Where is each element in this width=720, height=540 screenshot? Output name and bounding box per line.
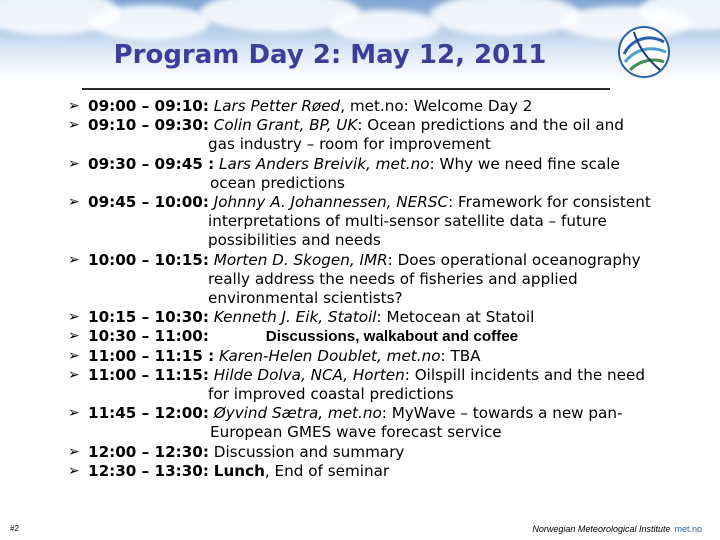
time-slot: 10:00 – 10:15:	[88, 250, 209, 269]
agenda-item	[68, 251, 708, 309]
topic-continuation: gas industry – room for improvement	[208, 135, 491, 154]
arrow-bullet-icon: ➢	[68, 328, 80, 345]
arrow-bullet-icon: ➢	[68, 443, 80, 460]
agenda-item	[68, 155, 708, 193]
agenda-item	[68, 97, 708, 116]
agenda-item	[68, 347, 708, 366]
topic-highlight: Lunch	[213, 461, 265, 480]
speaker: Kenneth J. Eik, Statoil	[213, 308, 377, 327]
agenda-item	[68, 193, 708, 251]
speaker: Karen-Helen Doublet, met.no	[219, 346, 441, 365]
time-slot: 11:00 – 11:15 :	[88, 346, 215, 365]
title-underline	[82, 88, 610, 90]
topic: Discussions, walkabout and coffee	[265, 328, 519, 346]
arrow-bullet-icon: ➢	[68, 155, 80, 172]
time-slot: 09:10 – 09:30:	[88, 116, 209, 135]
arrow-bullet-icon: ➢	[68, 405, 80, 422]
agenda-list	[68, 97, 708, 481]
topic-continuation: environmental scientists?	[208, 289, 403, 308]
topic: Discussion and summary	[213, 442, 405, 461]
arrow-bullet-icon: ➢	[68, 347, 80, 364]
topic: : Metocean at Statoil	[376, 308, 535, 327]
page-title: Program Day 2: May 12, 2011	[113, 40, 547, 70]
topic: , End of seminar	[264, 461, 390, 480]
speaker: Øyvind Sætra, met.no	[213, 404, 382, 423]
arrow-bullet-icon: ➢	[68, 98, 80, 114]
footer-institute: Norwegian Meteorological Institute	[532, 524, 671, 534]
time-slot: 10:15 – 10:30:	[88, 308, 209, 327]
topic-continuation: ocean predictions	[210, 173, 345, 192]
topic-continuation: possibilities and needs	[208, 231, 381, 250]
time-slot: 09:30 – 09:45 :	[88, 154, 215, 173]
topic: : Ocean predictions and the oil and	[357, 116, 624, 135]
speaker: Morten D. Skogen, IMR	[213, 250, 388, 269]
speaker: Hilde Dolva, NCA, Horten	[213, 365, 405, 384]
speaker: Lars Anders Breivik, met.no	[219, 154, 430, 173]
agenda-item	[68, 327, 708, 346]
time-slot: 10:30 – 11:00:	[88, 327, 209, 346]
arrow-bullet-icon: ➢	[68, 462, 80, 479]
time-slot: 09:00 – 09:10:	[88, 97, 209, 115]
agenda-item	[68, 404, 708, 442]
footer-brand: met.no	[674, 524, 702, 534]
time-slot: 12:30 – 13:30:	[88, 461, 209, 480]
arrow-bullet-icon: ➢	[68, 366, 80, 383]
agenda-item	[68, 366, 708, 404]
arrow-bullet-icon: ➢	[68, 194, 80, 211]
topic: : Framework for consistent	[448, 193, 651, 212]
agenda-item	[68, 462, 708, 481]
footer	[532, 524, 702, 534]
topic-continuation: for improved coastal predictions	[208, 385, 454, 404]
topic: : Oilspill incidents and the need	[404, 365, 645, 384]
speaker: Lars Petter Røed	[213, 97, 341, 115]
agenda-item	[68, 308, 708, 327]
topic-continuation: interpretations of multi-sensor satellite data – future	[208, 212, 607, 231]
time-slot: 11:00 – 11:15:	[88, 365, 209, 384]
topic: : Why we need fine scale	[429, 154, 620, 173]
speaker: Johnny A. Johannessen, NERSC	[213, 193, 449, 212]
arrow-bullet-icon: ➢	[68, 309, 80, 326]
topic: : Does operational oceanography	[387, 250, 641, 269]
topic-continuation: European GMES wave forecast service	[210, 423, 502, 442]
agenda-item	[68, 443, 708, 462]
topic: , met.no: Welcome Day 2	[340, 97, 533, 115]
slide-number: #2	[10, 524, 19, 533]
time-slot: 12:00 – 12:30:	[88, 442, 209, 461]
time-slot: 09:45 – 10:00:	[88, 193, 209, 212]
time-slot: 11:45 – 12:00:	[88, 404, 209, 423]
topic: : TBA	[440, 346, 481, 365]
arrow-bullet-icon: ➢	[68, 251, 80, 268]
agenda-item	[68, 116, 708, 154]
topic: : MyWave – towards a new pan-	[381, 404, 623, 423]
topic-continuation: really address the needs of fisheries and applied	[208, 269, 578, 288]
arrow-bullet-icon: ➢	[68, 117, 80, 134]
globe-swirl-icon	[616, 24, 672, 80]
speaker: Colin Grant, BP, UK	[213, 116, 358, 135]
